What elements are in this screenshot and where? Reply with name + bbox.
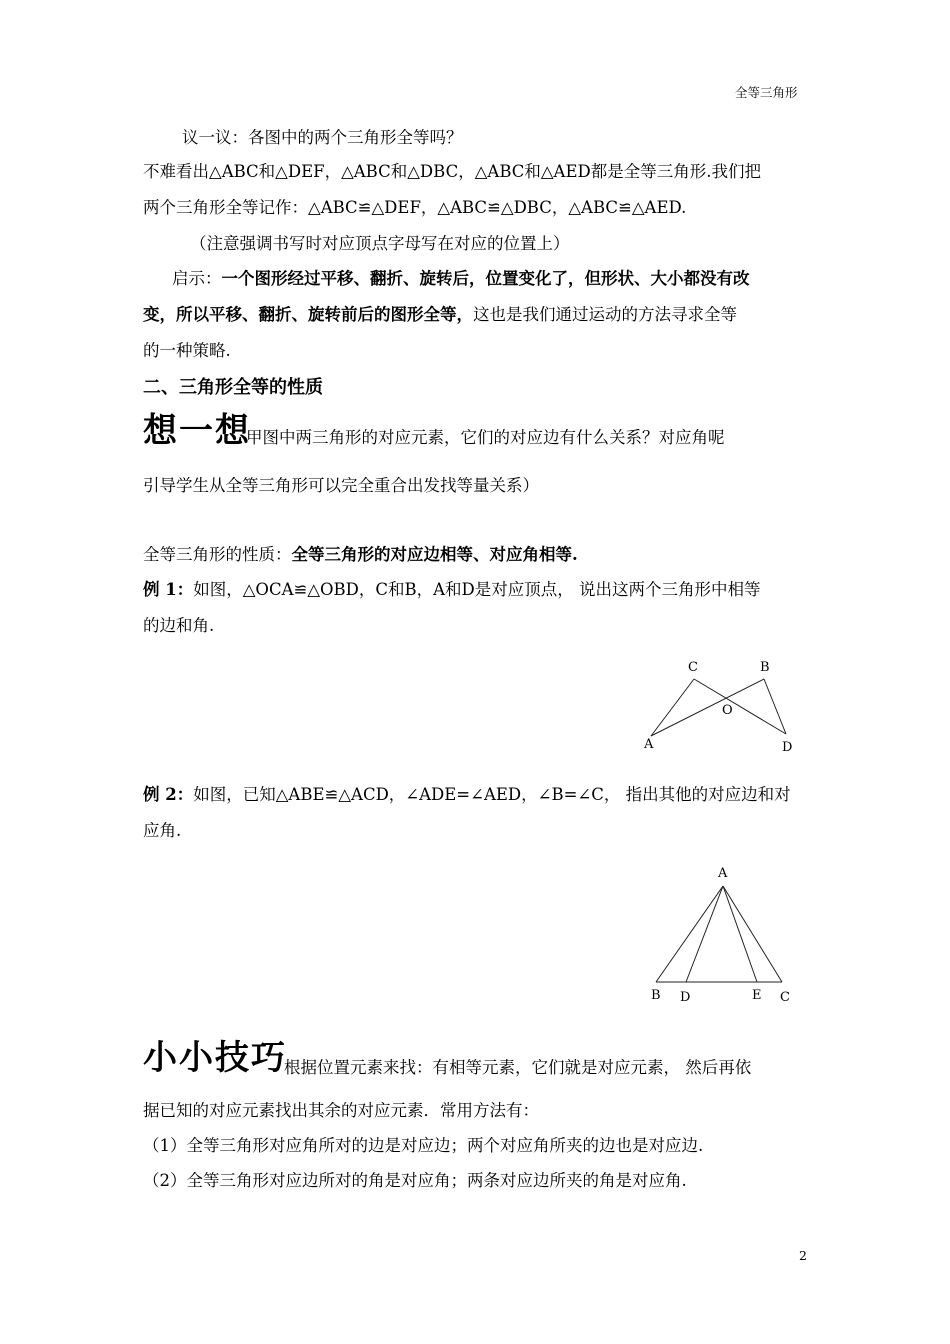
example2-label: 例 2： bbox=[143, 785, 194, 804]
segment-AB bbox=[656, 886, 723, 982]
para1-line1: 不难看出△ABC和△DEF，△ABC和△DBC，△ABC和△AED都是全等三角形.我们把 bbox=[143, 162, 761, 181]
tips-heading: 小小技巧 bbox=[143, 1038, 287, 1078]
label-point-A2: A bbox=[718, 866, 728, 881]
running-header: 全等三角形 bbox=[735, 85, 798, 100]
label-point-B: B bbox=[760, 660, 770, 675]
label-point-B2: B bbox=[651, 988, 661, 1003]
property-bold: 全等三角形的对应边相等、对应角相等. bbox=[291, 545, 578, 564]
think-text: 甲图中两三角形的对应元素，它们的对应边有什么关系？对应角呢 bbox=[246, 428, 725, 447]
insight-label: 启示： bbox=[172, 269, 222, 288]
segment-AD bbox=[686, 886, 723, 982]
label-point-D: D bbox=[782, 740, 793, 755]
segment-AE bbox=[723, 886, 757, 982]
discuss-question: 议一议：各图中的两个三角形全等吗？ bbox=[182, 128, 463, 147]
insight-line3: 的一种策略. bbox=[143, 341, 231, 360]
label-point-E2: E bbox=[752, 988, 762, 1003]
think-heading: 想一想 bbox=[143, 411, 251, 451]
note-text: （注意强调书写时对应顶点字母写在对应的位置上） bbox=[190, 234, 570, 253]
example1-line2: 的边和角. bbox=[143, 616, 215, 635]
property-label: 全等三角形的性质： bbox=[143, 545, 292, 564]
example1-text: 如图，△OCA≌△OBD，C和B，A和D是对应顶点， 说出这两个三角形中相等 bbox=[193, 580, 761, 599]
insight-bold1: 一个图形经过平移、翻折、旋转后，位置变化了，但形状、大小都没有改 bbox=[221, 269, 750, 288]
label-point-C: C bbox=[688, 660, 698, 675]
think-line2: 引导学生从全等三角形可以完全重合出发找等量关系） bbox=[143, 476, 539, 495]
example2-line2: 应角. bbox=[143, 821, 182, 840]
example2-text: 如图，已知△ABE≌△ACD，∠ADE=∠AED，∠B=∠C， 指出其他的对应边和对 bbox=[193, 785, 791, 804]
insight-bold2: 变，所以平移、翻折、旋转前后的图形全等， bbox=[143, 305, 473, 324]
label-point-O: O bbox=[722, 703, 733, 718]
para1-line2: 两个三角形全等记作：△ABC≌△DEF，△ABC≌△DBC，△ABC≌△AED. bbox=[143, 198, 687, 217]
tips-line2: 据已知的对应元素找出其余的对应元素．常用方法有： bbox=[143, 1101, 539, 1120]
label-point-C2: C bbox=[780, 990, 790, 1005]
example1-label: 例 1： bbox=[143, 580, 194, 599]
section2-title: 二、三角形全等的性质 bbox=[143, 377, 323, 398]
label-point-A: A bbox=[644, 737, 654, 752]
label-point-D2: D bbox=[680, 990, 691, 1005]
tips-item1: （1）全等三角形对应角所对的边是对应边；两个对应角所夹的边也是对应边. bbox=[143, 1136, 704, 1155]
segment-AC bbox=[723, 886, 782, 982]
page-number: 2 bbox=[799, 1248, 807, 1263]
insight-normal2: 这也是我们通过运动的方法寻求全等 bbox=[473, 305, 737, 324]
tips-item2: （2）全等三角形对应边所对的角是对应角；两条对应边所夹的角是对应角. bbox=[143, 1171, 687, 1190]
tips-text: 根据位置元素来找：有相等元素，它们就是对应元素， 然后再依 bbox=[284, 1058, 752, 1077]
